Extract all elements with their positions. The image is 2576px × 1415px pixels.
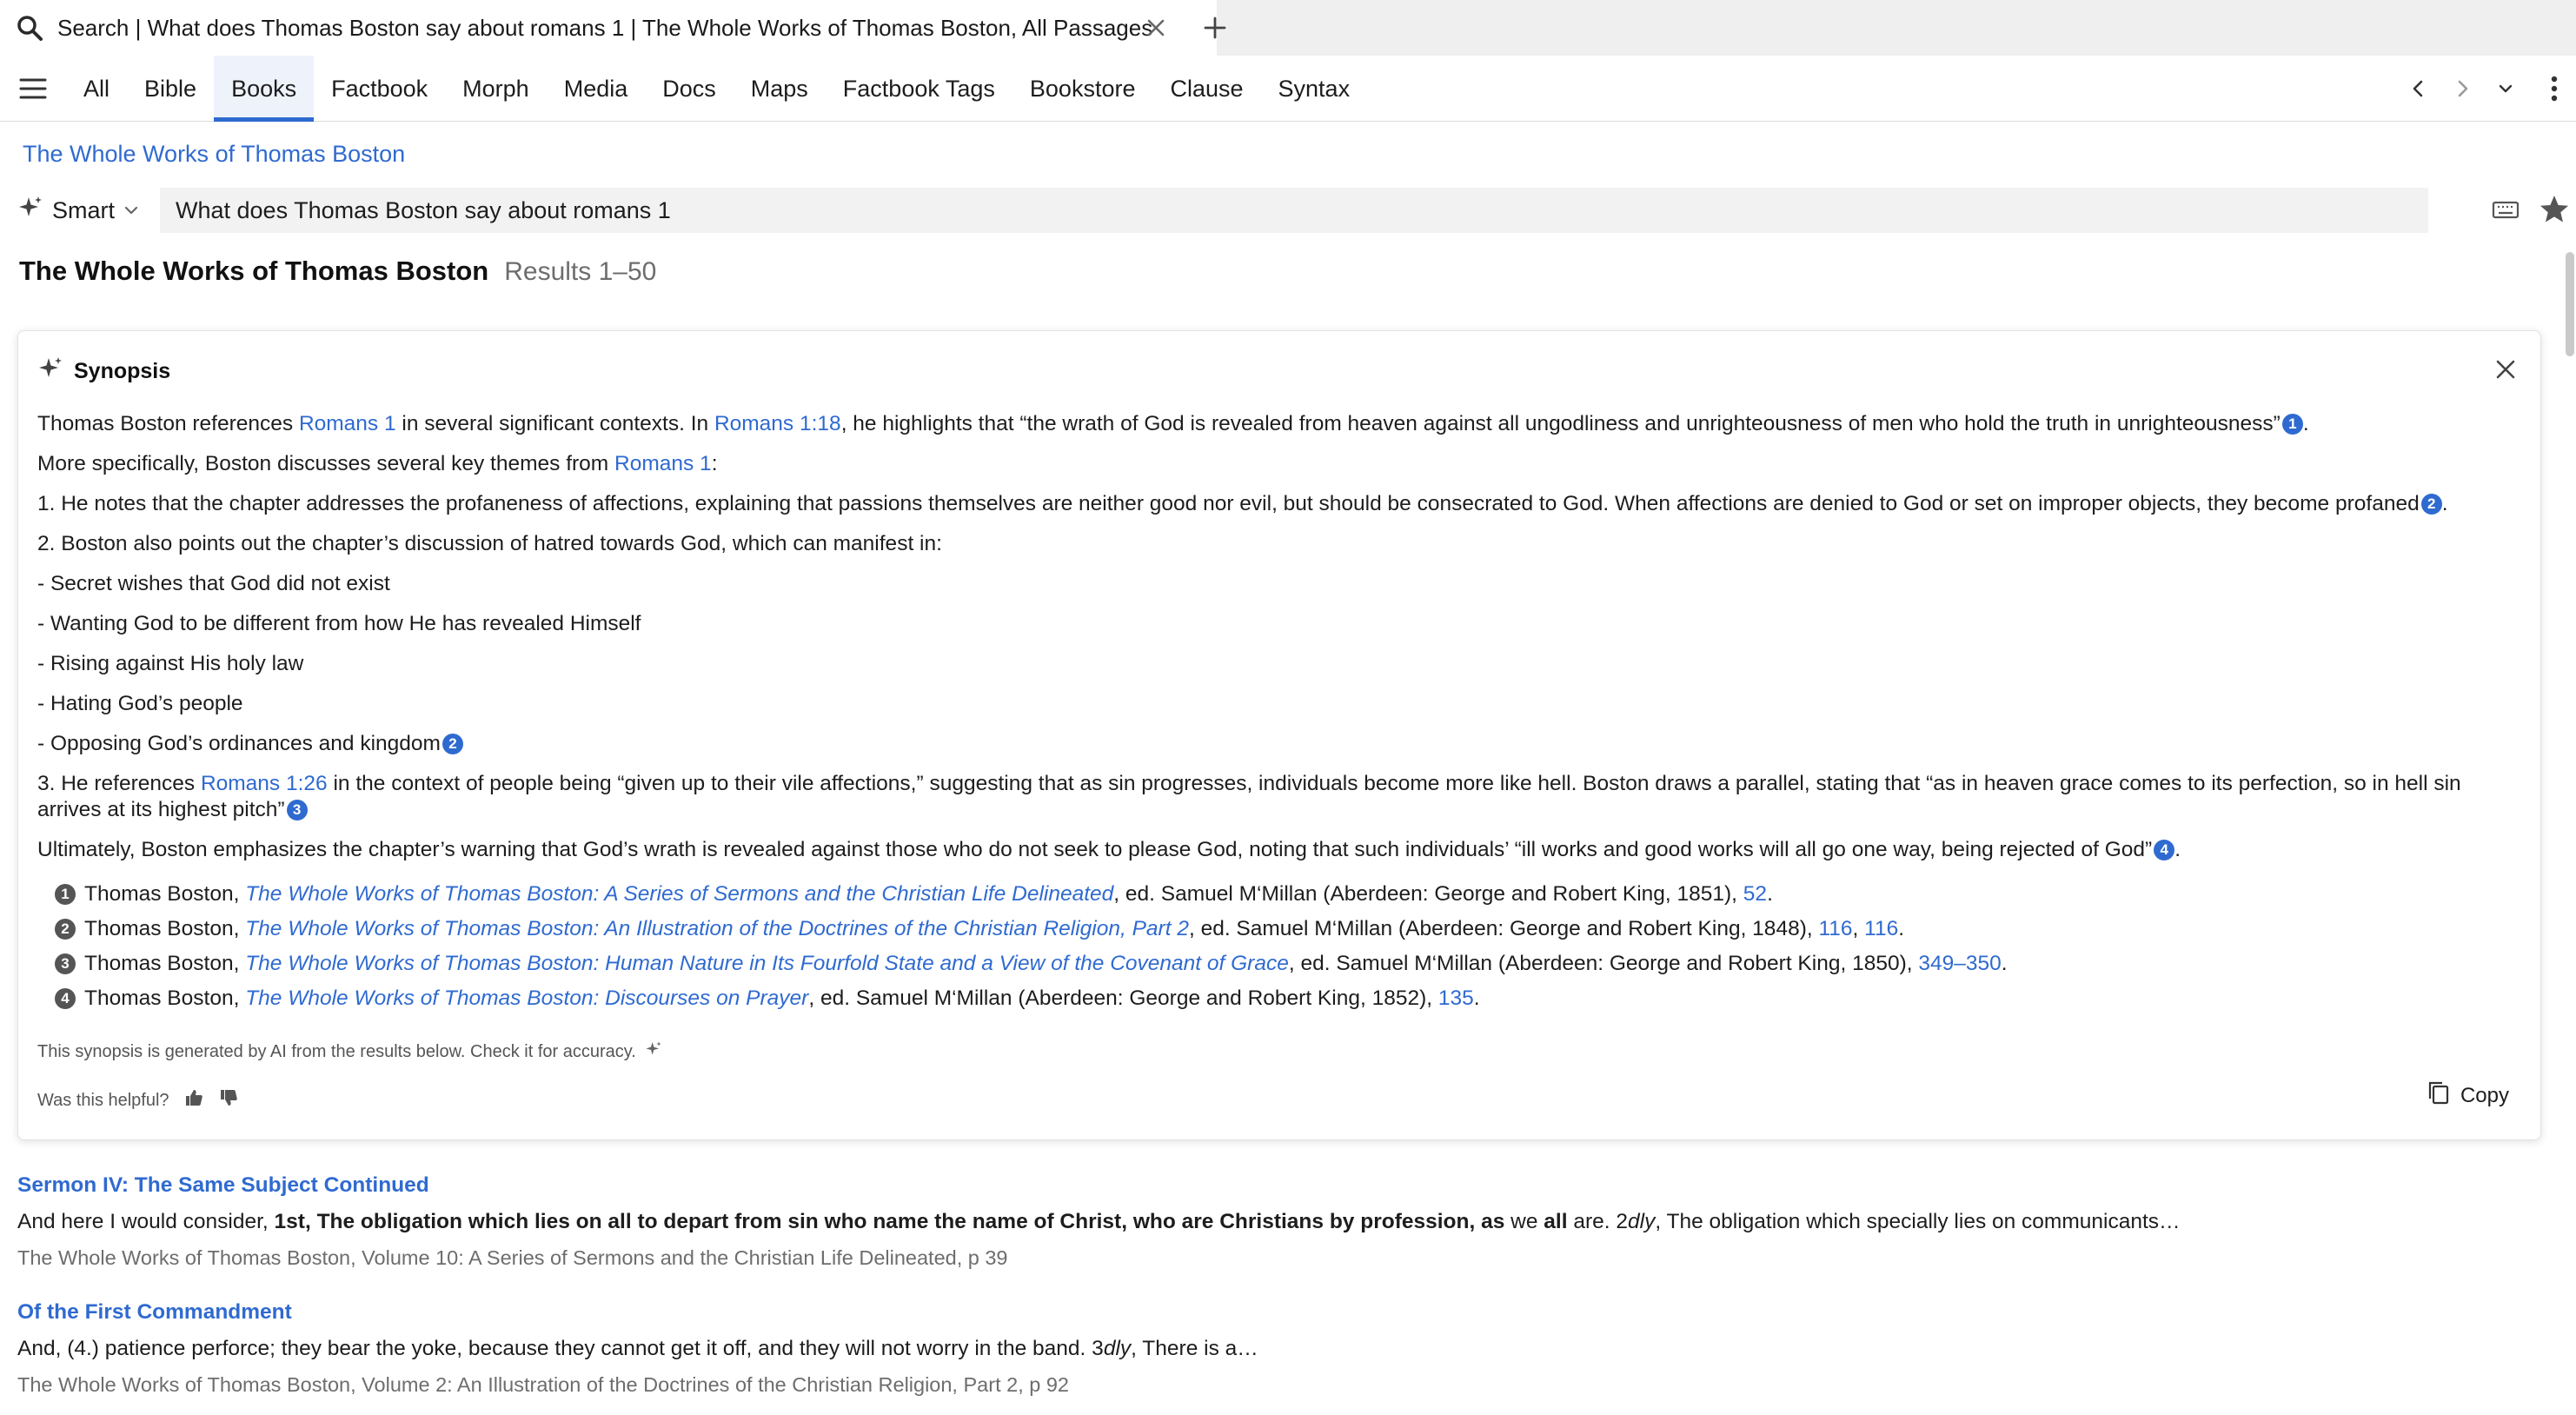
result-title-link[interactable]: Of the First Commandment <box>17 1300 292 1324</box>
sparkle-icon <box>17 195 43 227</box>
helpful-label: Was this helpful? <box>37 1090 169 1110</box>
page-link[interactable]: 349–350 <box>1918 952 2002 975</box>
romans-1-link[interactable]: Romans 1 <box>614 452 712 475</box>
result-title-link[interactable]: Sermon IV: The Same Subject Continued <box>17 1173 429 1197</box>
synopsis-bullet: - Opposing God’s ordinances and kingdom 2 <box>37 731 2523 757</box>
feedback-row <box>37 1087 239 1113</box>
synopsis-bullet: - Rising against His holy law <box>37 652 304 675</box>
synopsis-title: Synopsis <box>74 359 171 383</box>
reference-number: 2 <box>55 919 76 940</box>
search-kind-toolbar <box>0 56 2576 122</box>
synopsis-paragraph: Ultimately, Boston emphasizes the chapter’s warning that God’s wrath is revealed against those who do not seek to please God, noting that such individuals’ “ill works and good works will all go one way, being rejected of God” 4 . <box>37 838 2181 861</box>
romans-1-18-link[interactable]: Romans 1:18 <box>714 412 841 435</box>
nav-actions <box>2397 56 2576 122</box>
tab-factbook[interactable]: Factbook <box>331 75 428 102</box>
synopsis-paragraph: 1. He notes that the chapter addresses the profaneness of affections, explaining that passions themselves are neither good nor evil, but should be consecrated to God. When affections are denied to God or set on improper objects, they become profaned 2 . <box>37 492 2448 515</box>
citation-badge[interactable]: 1 <box>2282 414 2303 435</box>
reference-title-link[interactable]: The Whole Works of Thomas Boston: Human Nature in Its Fourfold State and a View of the Covenant of Grace <box>245 952 1289 975</box>
synopsis-paragraph: More specifically, Boston discusses several key themes from Romans 1: <box>37 452 718 475</box>
copy-label: Copy <box>2460 1083 2509 1107</box>
tab-media[interactable]: Media <box>563 75 628 102</box>
reference-number: 1 <box>55 884 76 905</box>
tab-bible[interactable]: Bible <box>144 75 197 102</box>
new-tab-icon[interactable] <box>1196 9 1234 47</box>
synopsis-bullet: - Hating God’s people <box>37 692 243 715</box>
reference-item: 2 Thomas Boston, The Whole Works of Thomas Boston: An Illustration of the Doctrines of the Christian Religion, Part 2, ed. Samuel M‘Millan (Aberdeen: George and Robert King, 1848), 116, 116. <box>55 912 2523 947</box>
back-icon[interactable] <box>2397 67 2440 110</box>
citation-badge[interactable]: 3 <box>287 800 308 820</box>
synopsis-bullet: - Wanting God to be different from how He has revealed Himself <box>37 612 641 635</box>
reference-title-link[interactable]: The Whole Works of Thomas Boston: Discourses on Prayer <box>245 987 809 1010</box>
ai-disclaimer: This synopsis is generated by AI from the results below. Check it for accuracy. <box>37 1040 662 1063</box>
page-link[interactable]: 116 <box>1818 917 1853 940</box>
result-item <box>17 1173 2538 1270</box>
search-icon <box>16 13 45 43</box>
page-link[interactable]: 52 <box>1743 882 1768 906</box>
synopsis-card <box>17 330 2541 1140</box>
tab-all[interactable]: All <box>83 75 110 102</box>
tab-maps[interactable]: Maps <box>750 75 808 102</box>
forward-icon[interactable] <box>2440 67 2484 110</box>
citation-badge[interactable]: 2 <box>442 734 463 754</box>
thumbs-up-icon[interactable] <box>183 1087 204 1113</box>
sparkle-icon <box>37 355 63 388</box>
results-heading <box>19 256 656 287</box>
result-item <box>17 1300 2538 1397</box>
reference-number: 4 <box>55 988 76 1009</box>
romans-1-26-link[interactable]: Romans 1:26 <box>200 772 328 795</box>
synopsis-paragraph: 3. He references Romans 1:26 in the context of people being “given up to their vile affections,” suggesting that as sin progresses, individuals become more like hell. Boston draws a parallel, stating that “as in heaven grace comes to its perfection, so in hell sin arrives at its highest pitch” 3 <box>37 772 2461 821</box>
tab-morph[interactable]: Morph <box>462 75 529 102</box>
synopsis-header <box>37 355 170 388</box>
result-snippet: And here I would consider, 1st, The obligation which lies on all to depart from sin who name the name of Christ, who are Christians by profession, as we all are. 2dly, The obligation which specially lies on communicants… <box>17 1210 2181 1233</box>
reference-list <box>37 877 2523 1016</box>
result-source: The Whole Works of Thomas Boston, Volume 10: A Series of Sermons and the Christian Life Delineated, p 39 <box>17 1246 1008 1269</box>
chevron-down-icon <box>123 197 139 224</box>
search-kind-tabs <box>66 56 1367 122</box>
more-options-icon[interactable] <box>2533 67 2576 110</box>
page-link[interactable]: 135 <box>1437 987 1474 1010</box>
reference-title-link[interactable]: The Whole Works of Thomas Boston: A Series of Sermons and the Christian Life Delineated <box>245 882 1114 906</box>
result-snippet: And, (4.) patience perforce; they bear the yoke, because they cannot get it off, and they will not worry in the band. 3dly, There is a… <box>17 1337 1258 1360</box>
menu-icon[interactable] <box>17 73 49 104</box>
resource-link[interactable]: The Whole Works of Thomas Boston <box>23 141 406 167</box>
tab-strip <box>0 0 2576 56</box>
reference-item: 3 Thomas Boston, The Whole Works of Thomas Boston: Human Nature in Its Fourfold State and a View of the Covenant of Grace, ed. Samuel M‘Millan (Aberdeen: George and Robert King, 1850), 349–350. <box>55 947 2523 981</box>
close-synopsis-icon[interactable] <box>2490 354 2521 385</box>
search-input[interactable] <box>160 188 2428 233</box>
tab-bookstore[interactable]: Bookstore <box>1029 75 1136 102</box>
results-count: Results 1–50 <box>504 257 657 286</box>
romans-1-link[interactable]: Romans 1 <box>298 412 396 435</box>
reference-item: 4 Thomas Boston, The Whole Works of Thomas Boston: Discourses on Prayer, ed. Samuel M‘Millan (Aberdeen: George and Robert King, 1852), 135. <box>55 981 2523 1016</box>
synopsis-paragraph: 2. Boston also points out the chapter’s discussion of hatred towards God, which can manifest in: <box>37 532 942 555</box>
page-link[interactable]: 116 <box>1864 917 1899 940</box>
keyboard-icon[interactable] <box>2491 196 2520 223</box>
copy-button[interactable] <box>2427 1080 2509 1111</box>
result-source: The Whole Works of Thomas Boston, Volume 2: An Illustration of the Doctrines of the Christian Religion, Part 2, p 92 <box>17 1373 1069 1396</box>
tab-title: Search | What does Thomas Boston say about romans 1 | The Whole Works of Thomas Boston, All Passages <box>57 14 1153 41</box>
citation-badge[interactable]: 2 <box>2421 494 2442 515</box>
tab-factbook-tags[interactable]: Factbook Tags <box>842 75 995 102</box>
history-dropdown-icon[interactable] <box>2484 67 2527 110</box>
search-tab[interactable] <box>0 0 1217 56</box>
synopsis-bullet: - Secret wishes that God did not exist <box>37 572 390 595</box>
sparkle-icon <box>645 1040 662 1063</box>
tab-books[interactable]: Books <box>214 56 314 122</box>
reference-number: 3 <box>55 953 76 974</box>
tab-clause[interactable]: Clause <box>1170 75 1244 102</box>
close-tab-icon[interactable] <box>1139 10 1173 45</box>
reference-title-link[interactable]: The Whole Works of Thomas Boston: An Illustration of the Doctrines of the Christian Religion, Part 2 <box>245 917 1189 940</box>
search-row <box>0 184 2576 236</box>
copy-icon <box>2427 1080 2450 1111</box>
smart-mode-dropdown[interactable] <box>17 189 139 231</box>
tab-docs[interactable]: Docs <box>662 75 716 102</box>
tab-syntax[interactable]: Syntax <box>1278 75 1351 102</box>
citation-badge[interactable]: 4 <box>2154 840 2174 860</box>
synopsis-body <box>37 411 2523 1016</box>
thumbs-down-icon[interactable] <box>218 1087 239 1113</box>
reference-item: 1 Thomas Boston, The Whole Works of Thomas Boston: A Series of Sermons and the Christian Life Delineated, ed. Samuel M‘Millan (Aberdeen: George and Robert King, 1851), 52. <box>55 877 2523 912</box>
results-title: The Whole Works of Thomas Boston <box>19 256 489 286</box>
search-mode-label: Smart <box>52 196 116 223</box>
synopsis-paragraph: Thomas Boston references Romans 1 in several significant contexts. In Romans 1:18, he highlights that “the wrath of God is revealed from heaven against all ungodliness and unrighteousness of men who hold the truth in unrighteousness” 1 . <box>37 412 2309 435</box>
favorite-star-icon[interactable] <box>2538 193 2571 226</box>
scrollbar-thumb[interactable] <box>2566 252 2574 356</box>
